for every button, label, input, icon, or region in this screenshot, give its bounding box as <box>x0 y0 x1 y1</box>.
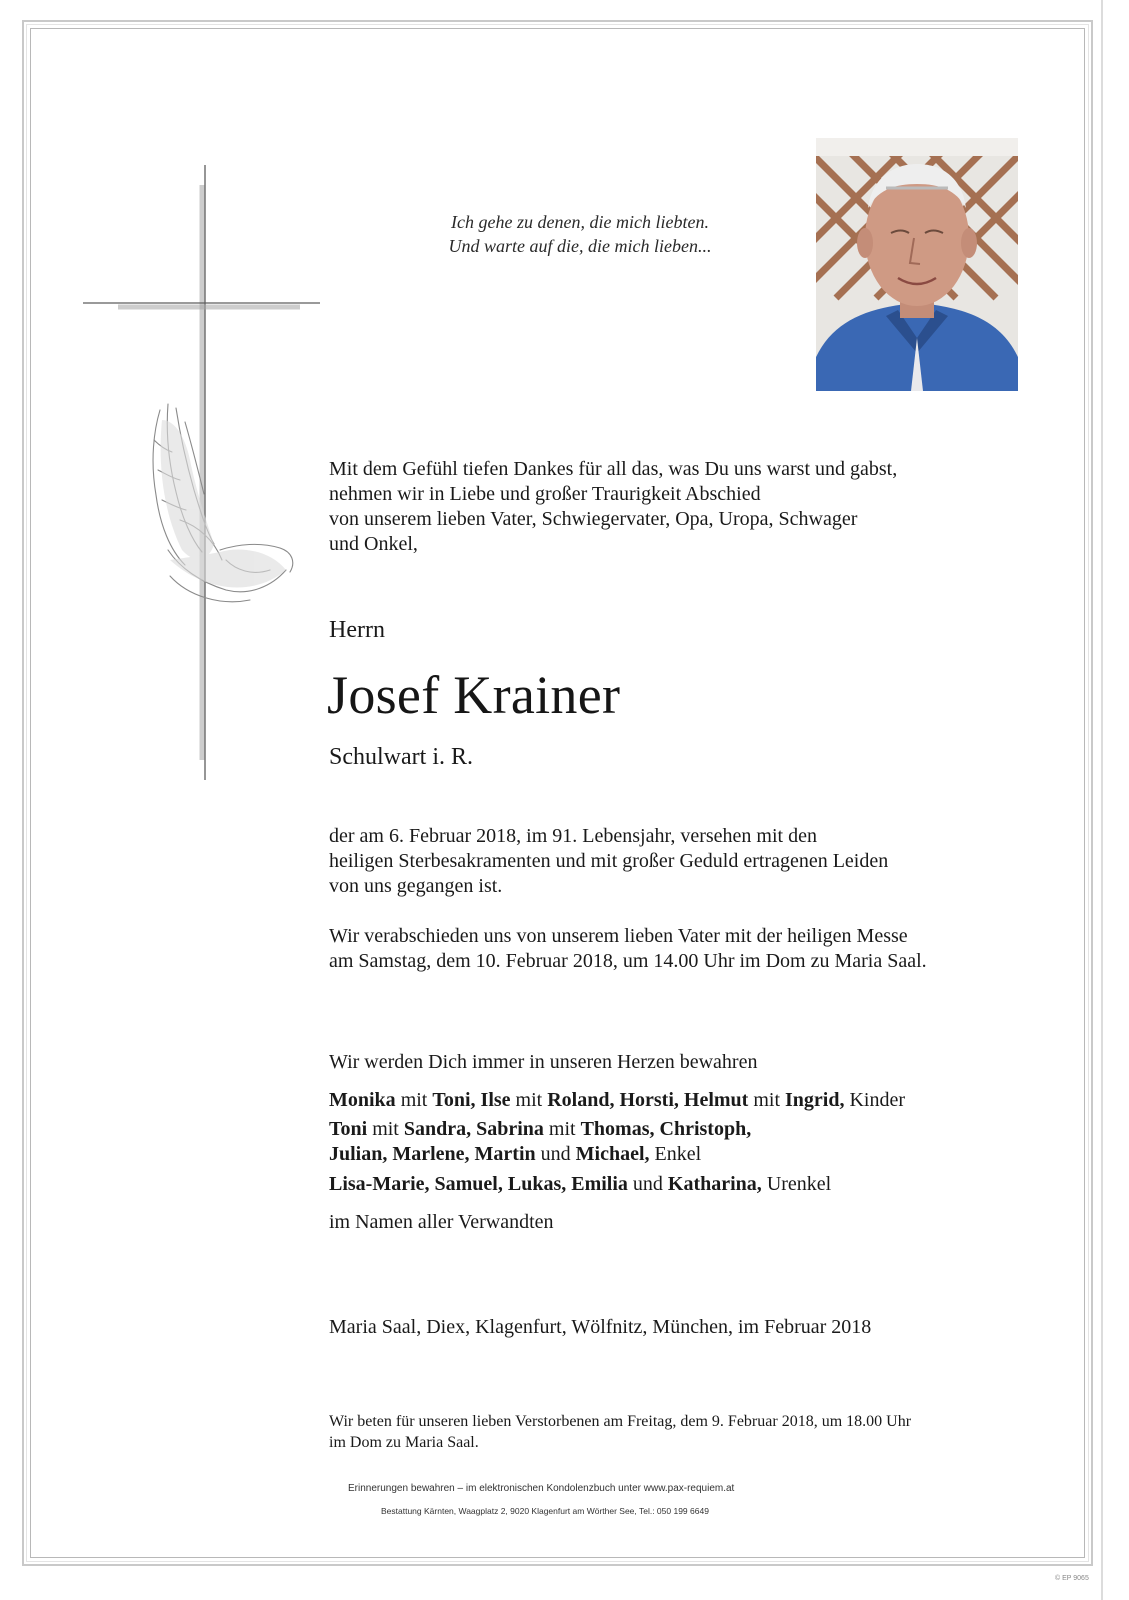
mourner-name: Michael, <box>575 1143 650 1165</box>
mourner-name: Monika <box>329 1089 396 1111</box>
quote-line: Und warte auf die, die mich lieben... <box>448 236 712 256</box>
death-line: heiligen Sterbesakramenten und mit großer Geduld ertragenen Leiden <box>329 850 889 872</box>
intro-line: von unserem lieben Vater, Schwiegervater, Opa, Uropa, Schwager <box>329 508 858 530</box>
connector-word: mit <box>510 1089 548 1111</box>
quote <box>380 210 780 258</box>
mourner-name: Julian, Marlene, Martin <box>329 1143 536 1165</box>
connector-word: mit <box>395 1089 433 1111</box>
connector-word: mit <box>748 1089 786 1111</box>
death-line: von uns gegangen ist. <box>329 875 503 897</box>
mourner-name: Ingrid, <box>785 1089 845 1111</box>
relatives-line: im Namen aller Verwandten <box>329 1211 554 1233</box>
prayer-line: Wir beten für unseren lieben Verstorbenen am Freitag, dem 9. Februar 2018, um 18.00 Uhr <box>329 1413 912 1430</box>
intro-line: nehmen wir in Liebe und großer Traurigkeit Abschied <box>329 483 761 505</box>
quote-line: Ich gehe zu denen, die mich liebten. <box>451 212 709 232</box>
greatgrandchildren-line <box>329 1172 831 1197</box>
prayer-line: im Dom zu Maria Saal. <box>329 1434 479 1451</box>
grandchildren-line <box>329 1117 751 1142</box>
mourners-heading: Wir werden Dich immer in unseren Herzen bewahren <box>329 1051 758 1073</box>
death-line: der am 6. Februar 2018, im 91. Lebensjahr, versehen mit den <box>329 825 817 847</box>
mourner-name: Roland, Horsti, Helmut <box>547 1089 749 1111</box>
children-line <box>329 1088 905 1113</box>
mourner-name: Katharina, <box>667 1173 762 1195</box>
grandchildren-line <box>329 1142 701 1167</box>
relation-label: Urenkel <box>761 1173 832 1195</box>
place-date: Maria Saal, Diex, Klagenfurt, Wölfnitz, München, im Februar 2018 <box>329 1316 872 1338</box>
intro-line: Mit dem Gefühl tiefen Dankes für all das, was Du uns warst und gabst, <box>329 458 898 480</box>
deceased-name: Josef Krainer <box>327 665 621 725</box>
mourner-name: Toni <box>329 1118 368 1140</box>
undertaker-info: Bestattung Kärnten, Waagplatz 2, 9020 Klagenfurt am Wörther See, Tel.: 050 199 6649 <box>381 1506 709 1516</box>
mourner-name: Thomas, Christoph, <box>580 1118 752 1140</box>
relation-label: Enkel <box>649 1143 702 1165</box>
relation-label: Kinder <box>844 1089 906 1111</box>
funeral-line: am Samstag, dem 10. Februar 2018, um 14.00 Uhr im Dom zu Maria Saal. <box>329 950 927 972</box>
connector-word: und <box>535 1143 576 1165</box>
deceased-title: Schulwart i. R. <box>329 744 473 770</box>
praying-hands-icon <box>140 400 300 610</box>
connector-word: und <box>627 1173 668 1195</box>
mourner-name: Toni, Ilse <box>432 1089 511 1111</box>
print-code: © EP 9065 <box>1055 1575 1089 1582</box>
mourner-name: Sandra, Sabrina <box>403 1118 544 1140</box>
funeral-line: Wir verabschieden uns von unserem lieben Vater mit der heiligen Messe <box>329 925 908 947</box>
connector-word: mit <box>367 1118 404 1140</box>
salutation: Herrn <box>329 617 385 643</box>
connector-word: mit <box>543 1118 581 1140</box>
condolence-note: Erinnerungen bewahren – im elektronischen Kondolenzbuch unter www.pax-requiem.at <box>348 1483 735 1494</box>
intro-line: und Onkel, <box>329 533 418 555</box>
page-edge-line <box>1101 0 1103 1600</box>
portrait-photo <box>816 138 1018 391</box>
mourner-name: Lisa-Marie, Samuel, Lukas, Emilia <box>329 1173 628 1195</box>
